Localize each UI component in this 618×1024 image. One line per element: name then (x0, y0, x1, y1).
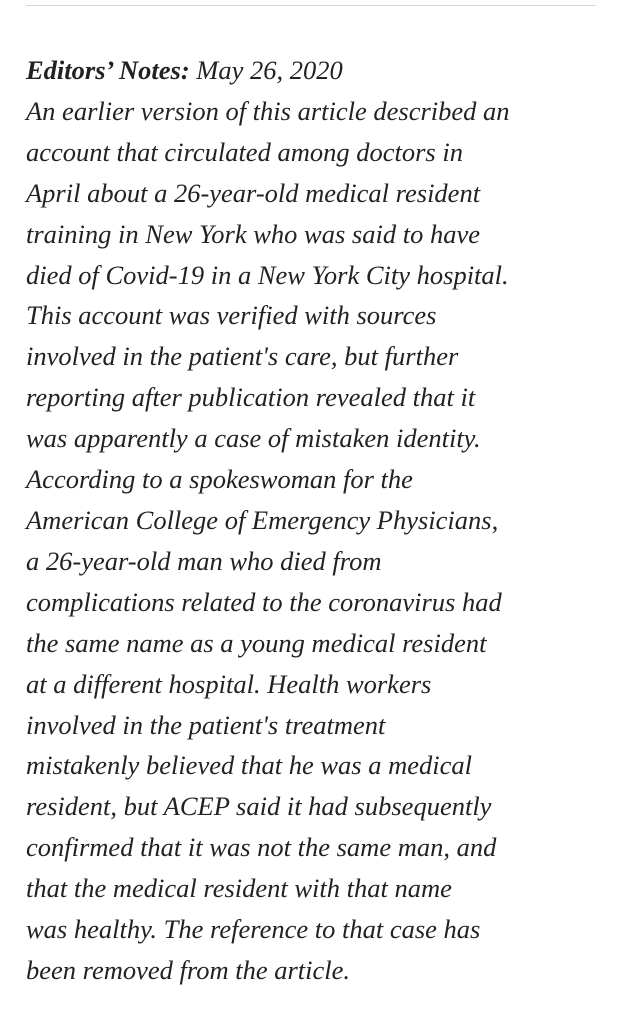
note-line: been removed from the article. (26, 954, 351, 985)
note-line: was apparently a case of mistaken identity. (26, 423, 481, 454)
note-line: involved in the patient's treatment (26, 709, 386, 740)
note-line: was healthy. The reference to that case has (26, 914, 481, 945)
note-line: An earlier version of this article described an (26, 95, 510, 126)
note-line: mistakenly believed that he was a medical (26, 750, 472, 781)
note-line: American College of Emergency Physicians, (26, 504, 499, 535)
note-line: a 26-year-old man who died from (26, 545, 382, 576)
top-divider (26, 5, 596, 6)
editors-note (26, 50, 606, 991)
note-line: account that circulated among doctors in (26, 136, 463, 167)
note-line: training in New York who was said to have (26, 218, 480, 249)
note-line: April about a 26-year-old medical resident (26, 177, 481, 208)
note-line: involved in the patient's care, but further (26, 341, 459, 372)
note-line: According to a spokeswoman for the (26, 464, 413, 495)
note-line: that the medical resident with that name (26, 873, 452, 904)
note-heading (26, 50, 606, 91)
note-line: This account was verified with sources (26, 300, 437, 331)
note-line: died of Covid-19 in a New York City hospital. (26, 259, 509, 290)
note-date: May 26, 2020 (189, 55, 343, 85)
note-line: complications related to the coronavirus had (26, 586, 502, 617)
note-line: reporting after publication revealed that it (26, 382, 476, 413)
note-label: Editors’ Notes: (26, 55, 190, 85)
note-line: confirmed that it was not the same man, and (26, 832, 497, 863)
note-line: at a different hospital. Health workers (26, 668, 432, 699)
note-line: the same name as a young medical resident (26, 627, 487, 658)
note-line: resident, but ACEP said it had subsequently (26, 791, 492, 822)
